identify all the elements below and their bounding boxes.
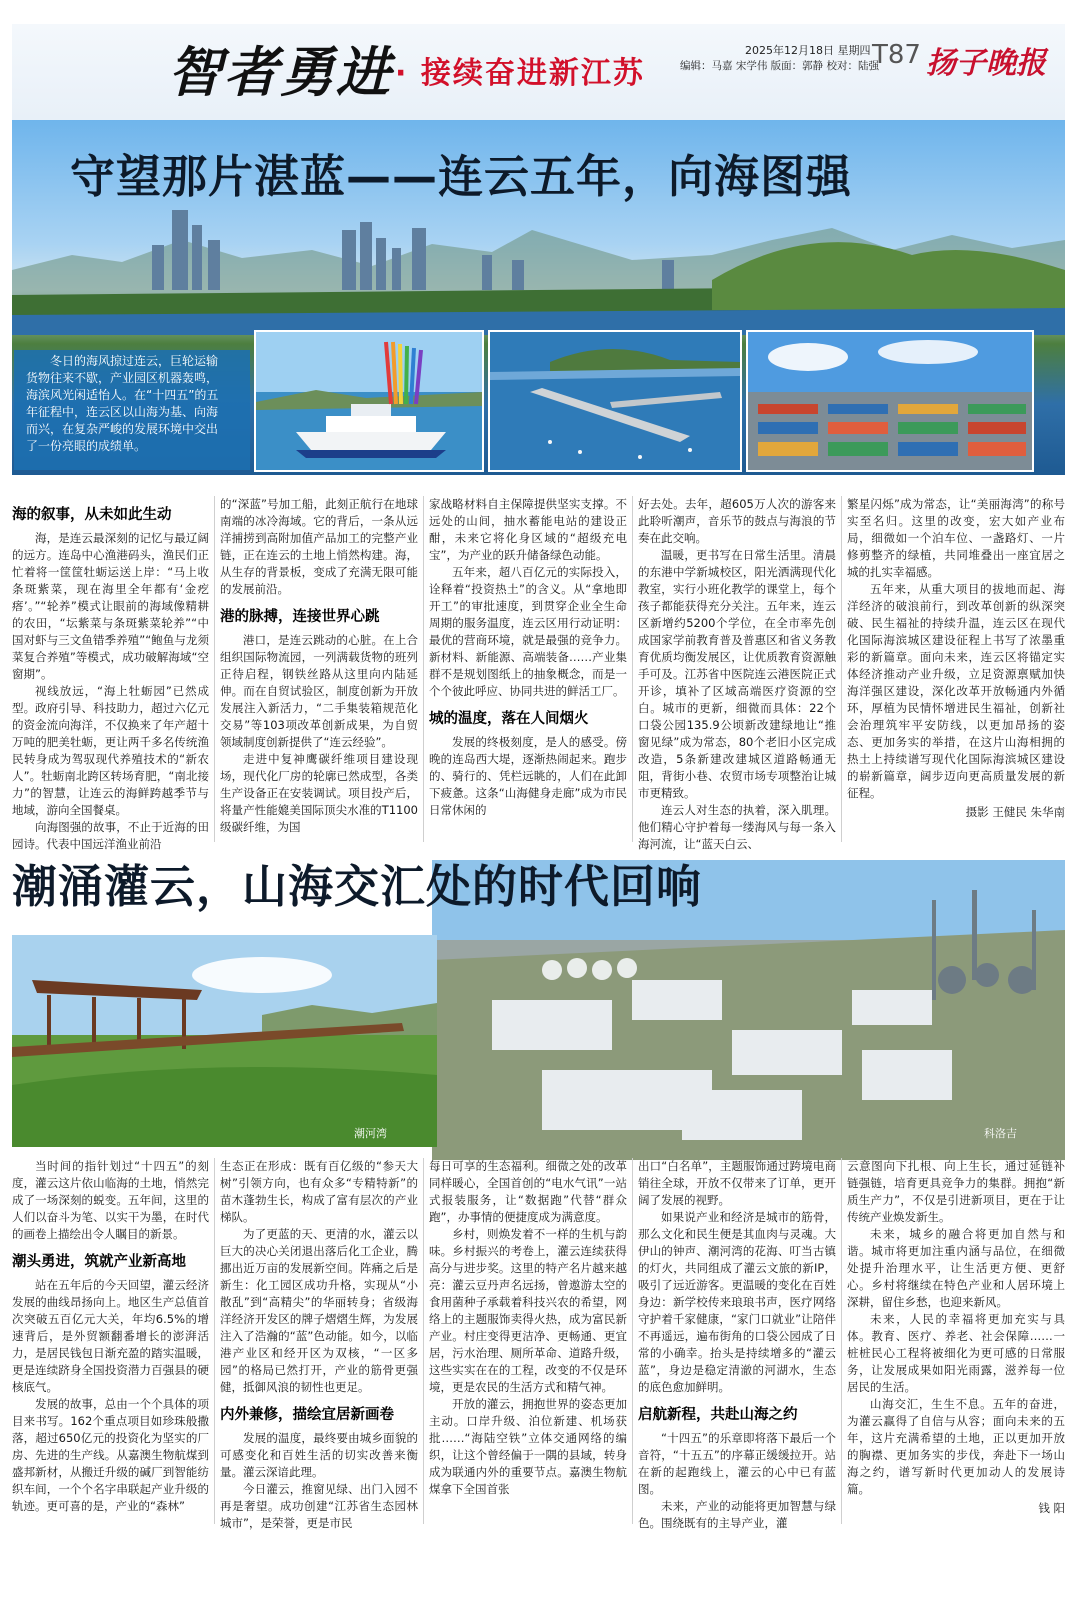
body-paragraph: 开放的灌云，拥抱世界的姿态更加主动。口岸升级、泊位新建、机场获批……“海陆空铁”立体交通网络的编织，让这个曾经偏于一隅的县域，转身成为联通内外的重要节点。嘉澳生物航煤拿下全国首张 [429,1397,627,1496]
body-paragraph: 乡村，则焕发着不一样的生机与韵味。乡村振兴的考卷上，灌云连续获得高分与进步奖。这里的特产名片越来越亮：灌云豆丹声名远扬，曾遨游太空的食用菌种子承载着科技兴农的希望，网络上的主题服饰卖得火热，成为富民新产业。村庄变得更洁净、更畅通、更宜居，污水治理、厕所革命、道路升级，这些实实在在的工程，改变的不仅是环境，更是农民的生活方式和精气神。 [429,1227,627,1394]
body-paragraph: 如果说产业和经济是城市的筋骨，那么文化和民生便是其血肉与灵魂。大伊山的钟声、潮河湾的花海、叮当古镇的灯火，共同组成了灌云文旅的新IP，吸引了远近游客。更温暖的变化在百姓身边：新学校传来琅琅书声，医疗网络守护着千家健康，“家门口就业”让陪伴不再遥远，遍布街角的口袋公园成了日常的小确幸。抬头是持续增多的“灌云蓝”，身边是稳定清澈的河湖水，生态的底色愈加鲜明。 [638,1210,836,1394]
body-paragraph: 每日可享的生态福利。细微之处的改革同样暖心，全国首创的“电水气讯”一站式报装服务，让“数据跑”代替“群众跑”，办事情的便捷度成为满意度。 [429,1159,627,1224]
article1-column-5 [847,496,1065,821]
column-divider [214,1158,215,1524]
body-paragraph: 站在五年后的今天回望，灌云经济发展的曲线昂扬向上。地区生产总值首次突破五百亿元大关，年均6.5%的增速背后，是外贸额翻番增长的澎湃活力，是居民钱包日渐充盈的踏实温暖，更是连续跻身全国投资潜力百强县的硬核底气。 [12,1278,209,1394]
issue-date: 2025年12月18日 星期四 [745,44,871,57]
body-paragraph: 云意图向下扎根、向上生长，通过延链补链强链，培育更具竞争力的集群。拥抱“新质生产力”，不仅是引进新项目，更在于让传统产业焕发新生。 [847,1159,1065,1224]
column-divider [632,1158,633,1524]
body-paragraph: 五年来，超八百亿元的实际投入，诠释着“投资热土”的含义。从“拿地即开工”的审批速度，到贯穿企业全生命周期的服务温度，连云区用行动证明：最优的营商环境，就是最强的竞争力。新材料、新能源、高端装备……产业集群不是规划图纸上的抽象概念，而是一个个彼此呼应、协同共进的鲜活工厂。 [429,565,627,698]
body-paragraph: 视线放远，“海上牡蛎园”已然成型。政府引导、科技助力，超过六亿元的资金流向海洋，不仅换来了年产超十万吨的肥美牡蛎，更让两千多名传统渔民转身成为驾驭现代养殖技术的“新农人”。牡蛎南北跨区转场育肥，“南北接力”的智慧，让连云的海鲜跨越季节与地域，游向全国餐桌。 [12,684,209,817]
body-paragraph: 今日灌云，推窗见绿、出门入园不再是奢望。成功创建“江苏省生态园林城市”，是荣誉，更是市民 [220,1482,418,1530]
photo-label-left: 潮河湾 [354,1127,387,1140]
body-paragraph: 发展的温度，最终要由城乡面貌的可感变化和百姓生活的切实改善来衡量。灌云深谙此理。 [220,1431,418,1479]
headline-article-1: 守望那片湛蓝——连云五年，向海图强 [70,150,853,203]
body-paragraph: 出口“白名单”，主题服饰通过跨境电商销往全球，开放不仅带来了订单，更开阔了发展的视野。 [638,1159,836,1207]
section-subheading: 内外兼修，描绘宜居新画卷 [220,1407,394,1423]
body-paragraph: 五年来，从重大项目的拔地而起、海洋经济的破浪前行，到改革创新的纵深突破、民生福祉的持续升温，连云区在现代化国际海滨城区建设征程上书写了浓墨重彩的新篇章。面向未来，连云区将锚定实体经济推动产业升级，立足资源禀赋加快海洋强区建设，深化改革开放畅通内外循环，厚植为民情怀增进民生福祉，创新社会治理筑牢平安防线，以更加昂扬的姿态、更加务实的举措，在这片山海相拥的热土上持续谱写现代化国际海滨城区建设的崭新篇章，阔步迈向更高质量发展的新征程。 [847,582,1065,800]
body-paragraph: 的“深蓝”号加工船，此刻正航行在地球南端的冰冷海域。它的背后，一条从远洋捕捞到高附加值产品加工的完整产业链，正在连云的土地上悄然构建。海，从生存的背景板，变成了充满无限可能的发展前沿。 [220,497,418,596]
section-subheading: 海的叙事，从未如此生动 [12,507,172,523]
section-subheading: 潮头勇进，筑就产业新高地 [12,1254,186,1270]
body-paragraph: 发展的终极刻度，是人的感受。傍晚的连岛西大堤，逐渐热闹起来。跑步的、骑行的、凭栏远眺的，人们在此卸下疲惫。这条“山海健身走廊”成为市民日常休闲的 [429,735,627,817]
article2-column-5 [847,1158,1065,1517]
body-paragraph: 连云人对生态的执着，深入肌理。他们精心守护着每一缕海风与每一条入海河流，让“蓝天白云、 [638,803,836,851]
article2-column-3 [429,1158,627,1498]
article2-column-4 [638,1158,836,1532]
article2-column-2 [220,1158,418,1532]
body-paragraph: 未来，产业的动能将更加智慧与绿色。围绕既有的主导产业，灌 [638,1499,836,1530]
photo-port-aerial [488,330,742,472]
column-divider [214,496,215,842]
article1-column-3 [429,496,627,819]
column-divider [841,1158,842,1524]
body-paragraph: “十四五”的乐章即将落下最后一个音符，“十五五”的序幕正缓缓拉开。站在新的起跑线上，灌云的心中已有蓝图。 [638,1431,836,1496]
body-paragraph: 发展的故事，总由一个个具体的项目来书写。162个重点项目如珍珠般撒落，超过650亿元的投资化为坚实的厂房、先进的生产线。从嘉澳生物航煤到盛邦新材，从搬迁升级的碱厂到智能纺织车间，一个个名字串联起产业升级的轨迹。更可喜的是，产业的“森林” [12,1397,209,1513]
photo-label-right: 科洛吉 [984,1127,1017,1140]
lead-caption-text: 冬日的海风掠过连云，巨轮运输货物往来不歇，产业园区机器轰鸣，海滨风光闲适怡人。在“十四五”的五年征程中，连云区以山海为基、向海而兴，在复杂严峻的发展环境中交出了一份亮眼的成绩单。 [26,354,219,453]
newspaper-logo: 扬子晚报 [926,46,1046,81]
headline-article-2: 潮涌灌云，山海交汇处的时代回响 [12,860,703,913]
column-divider [423,1158,424,1524]
page-number: T87 [872,40,921,70]
body-paragraph: 为了更蓝的天、更清的水，灌云以巨大的决心关闭退出落后化工企业，腾挪出近万亩的发展新空间。阵痛之后是新生：化工园区成功升格，实现从“小散乱”到“高精尖”的华丽转身；省级海洋经济开发区的牌子熠熠生辉，为发展注入了浩瀚的“蓝”色动能。如今，以临港产业区和经开区为双核，“一区多园”的格局已然打开，产业的筋骨更强健，抵御风浪的韧性也更足。 [220,1227,418,1394]
body-paragraph: 山海交汇，生生不息。五年的奋进，为灌云赢得了自信与从容；面向未来的五年，这片充满希望的土地，正以更加开放的胸襟、更加务实的步伐，奔赴下一场山海之约，谱写新时代更加动人的发展诗篇。 [847,1397,1065,1496]
body-paragraph: 未来，城乡的融合将更加自然与和谐。城市将更加注重内涵与品位，在细微处提升治理水平，让生活更方便、更舒心。乡村将继续在特色产业和人居环境上深耕，留住乡愁，也迎来新风。 [847,1227,1065,1309]
body-paragraph: 当时间的指针划过“十四五”的刻度，灌云这片依山临海的土地，悄然完成了一场深刻的蜕变。五年间，这里的人们以奋斗为笔、以实干为墨，在时代的画卷上描绘出令人瞩目的新景。 [12,1159,209,1241]
article1-column-2 [220,496,418,836]
section-subheading: 城的温度，落在人间烟火 [429,711,589,727]
column-divider [632,496,633,842]
article2-column-1 [12,1158,209,1515]
column-divider [841,496,842,842]
section-subheading: 启航新程，共赴山海之约 [638,1407,798,1423]
slogan-script: 智者勇进 [168,40,392,104]
column-divider [423,496,424,842]
body-paragraph: 繁星闪烁”成为常态，让“美丽海湾”的称号实至名归。这里的改变，宏大如产业布局，细微如一个泊车位、一盏路灯、一片修剪整齐的绿植，共同堆叠出一座宜居之城的扎实幸福感。 [847,497,1065,579]
byline: 钱 阳 [1038,1501,1065,1515]
editor-credits: 编辑：马嘉 宋学伟 版面：郭静 校对：陆强 [680,60,880,72]
photo-credit: 摄影 王健民 朱华南 [965,805,1065,819]
body-paragraph: 温暖，更书写在日常生活里。清晨的东港中学新城校区，阳光洒满现代化教室，实行小班化教学的课堂上，每个孩子都能获得充分关注。五年来，连云区新增约5200个学位，在全市率先创成国家学前教育普及普惠区和省义务教育优质均衡发展区，让优质教育资源触手可及。江苏省中医院连云港医院正式开诊，填补了区域高端医疗资源的空白。城市的更新，细微而具体：22个口袋公园135.9公顷新改建绿地让“推窗见绿”成为常态，80个老旧小区完成改造，5条新建改建城区道路畅通无阻，背街小巷、农贸市场专项整治让城市更精致。 [638,548,836,800]
photo-ship [254,330,484,472]
slogan-red: · 接续奋进新江苏 [395,56,645,91]
body-paragraph: 海，是连云最深刻的记忆与最辽阔的远方。连岛中心渔港码头，渔民们正忙着将一筐筐牡蛎运送上岸：“马上收条斑紫菜，现在海里全年都有‘金疙瘩’。”“轮养”模式让眼前的海域像精耕的农田，“坛紫菜与条斑紫菜轮养”“中国对虾与三文鱼错季养殖”“鲍鱼与龙须菜复合养殖”等模式，成功破解海域“空窗期”。 [12,531,209,681]
photo-wetland-pavilion [12,935,437,1147]
city-skyline-illustration [12,200,1065,335]
body-paragraph: 好去处。去年，超605万人次的游客来此聆听潮声，音乐节的鼓点与海浪的节奏在此交响。 [638,497,836,545]
article1-column-4 [638,496,836,853]
body-paragraph: 生态正在形成：既有百亿级的“参天大树”引领方向，也有众多“专精特新”的苗木蓬勃生长，构成了富有层次的产业梯队。 [220,1159,418,1224]
section-subheading: 港的脉搏，连接世界心跳 [220,609,380,625]
article1-column-1 [12,496,209,853]
photo-container-terminal [746,330,1034,472]
body-paragraph: 未来，人民的幸福将更加充实与具体。教育、医疗、养老、社会保障……一桩桩民心工程将被细化为更可感的日常服务，让发展成果如阳光雨露，滋养每一位居民的生活。 [847,1312,1065,1394]
body-paragraph: 走进中复神鹰碳纤维项目建设现场，现代化厂房的轮廓已然成型，各类生产设备正在安装调试。项目投产后，将量产性能媲美国际顶尖水准的T1100级碳纤维，为国 [220,752,418,834]
body-paragraph: 向海图强的故事，不止于近海的田园诗。代表中国远洋渔业前沿 [12,820,209,851]
body-paragraph: 家战略材料自主保障提供坚实支撑。不远处的山间，抽水蓄能电站的建设正酣，未来它将化身区域的“超级充电宝”，为产业的跃升储备绿色动能。 [429,497,627,562]
body-paragraph: 港口，是连云跳动的心脏。在上合组织国际物流园，一列满载货物的班列正待启程，钢铁丝路从这里向内陆延伸。而在自贸试验区，制度创新为开放发展注入新活力，“二手集装箱规范化交易”等103项改革创新成果，为自贸领域制度创新提供了“连云经验”。 [220,633,418,749]
